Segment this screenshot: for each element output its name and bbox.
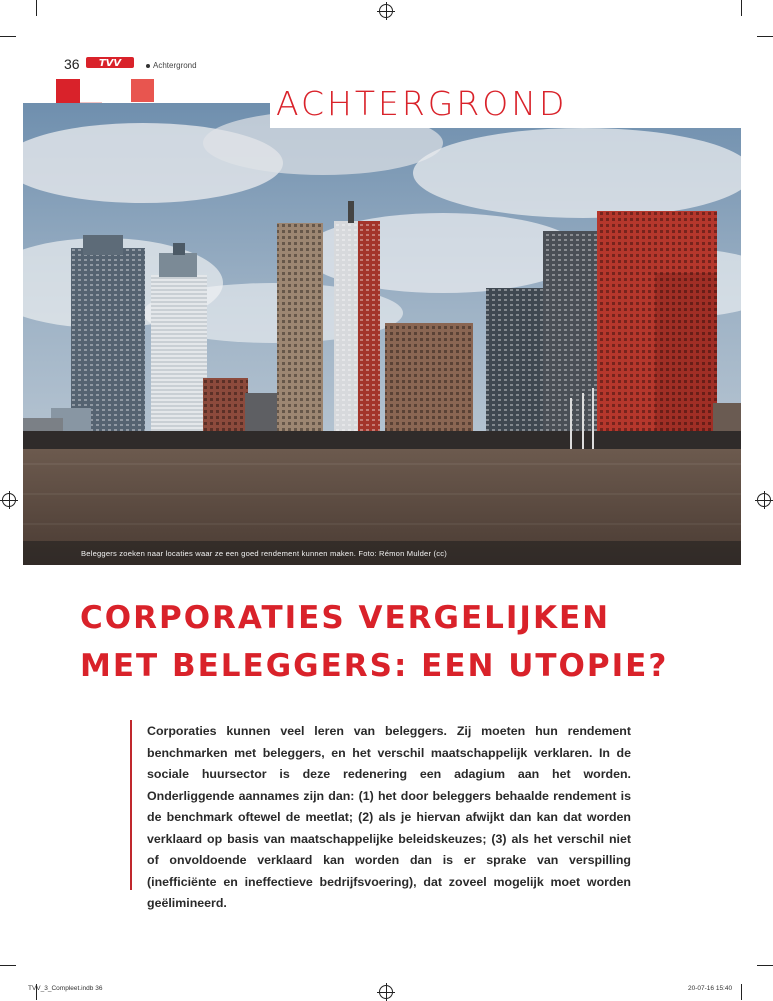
decor-square	[131, 79, 154, 102]
crop-mark	[0, 36, 16, 37]
photo-caption: Beleggers zoeken naar locaties waar ze een goed rendement kunnen maken. Foto: Rémon Mulder (cc)	[81, 549, 447, 558]
intro-rule	[130, 720, 132, 890]
registration-mark-icon	[757, 493, 771, 507]
page-number: 36	[64, 56, 80, 72]
section-label-text: Achtergrond	[153, 61, 197, 70]
section-label	[146, 61, 197, 70]
logo-text: TVV	[98, 58, 122, 69]
registration-mark-icon	[2, 493, 16, 507]
section-banner-title: ACHTERGROND	[276, 84, 568, 123]
registration-mark-icon	[379, 4, 393, 18]
tvv-logo	[86, 55, 134, 71]
bullet-icon	[146, 64, 150, 68]
registration-mark-icon	[379, 985, 393, 999]
slug-datetime: 20-07-16 15:40	[688, 985, 733, 992]
crop-mark	[36, 0, 37, 16]
headline-line-2: MET BELEGGERS: EEN UTOPIE?	[80, 648, 669, 684]
cover-photo	[23, 103, 741, 565]
decor-square	[56, 79, 80, 103]
skyline-image	[23, 103, 741, 565]
article-headline	[80, 594, 720, 690]
crop-mark	[757, 36, 773, 37]
crop-mark	[741, 0, 742, 16]
slug-file: TVV_3_Compleet.indb 36	[28, 985, 103, 992]
crop-mark	[757, 965, 773, 966]
headline-line-1: CORPORATIES VERGELIJKEN	[80, 600, 611, 636]
crop-mark	[741, 984, 742, 1000]
crop-mark	[0, 965, 16, 966]
article-intro: Corporaties kunnen veel leren van beleggers. Zij moeten hun rendement benchmarken met beleggers, en het verschil maatschappelijk verklaren. In de sociale huursector is deze redenering een adagium aan het worden. Onderliggende aannames zijn dan: (1) het door beleggers behaalde rendement is de benchmark oftewel de meetlat; (2) als je hiervan afwijkt dan kan dat worden verklaard op basis van maatschappelijke beleidskeuzes; (3) als het verschil niet of onvoldoende verklaard kan worden dan is er sprake van verspilling (inefficiënte en ineffectieve bedrijfsvoering), dat zoveel mogelijk moet worden geëlimineerd.	[147, 724, 631, 910]
